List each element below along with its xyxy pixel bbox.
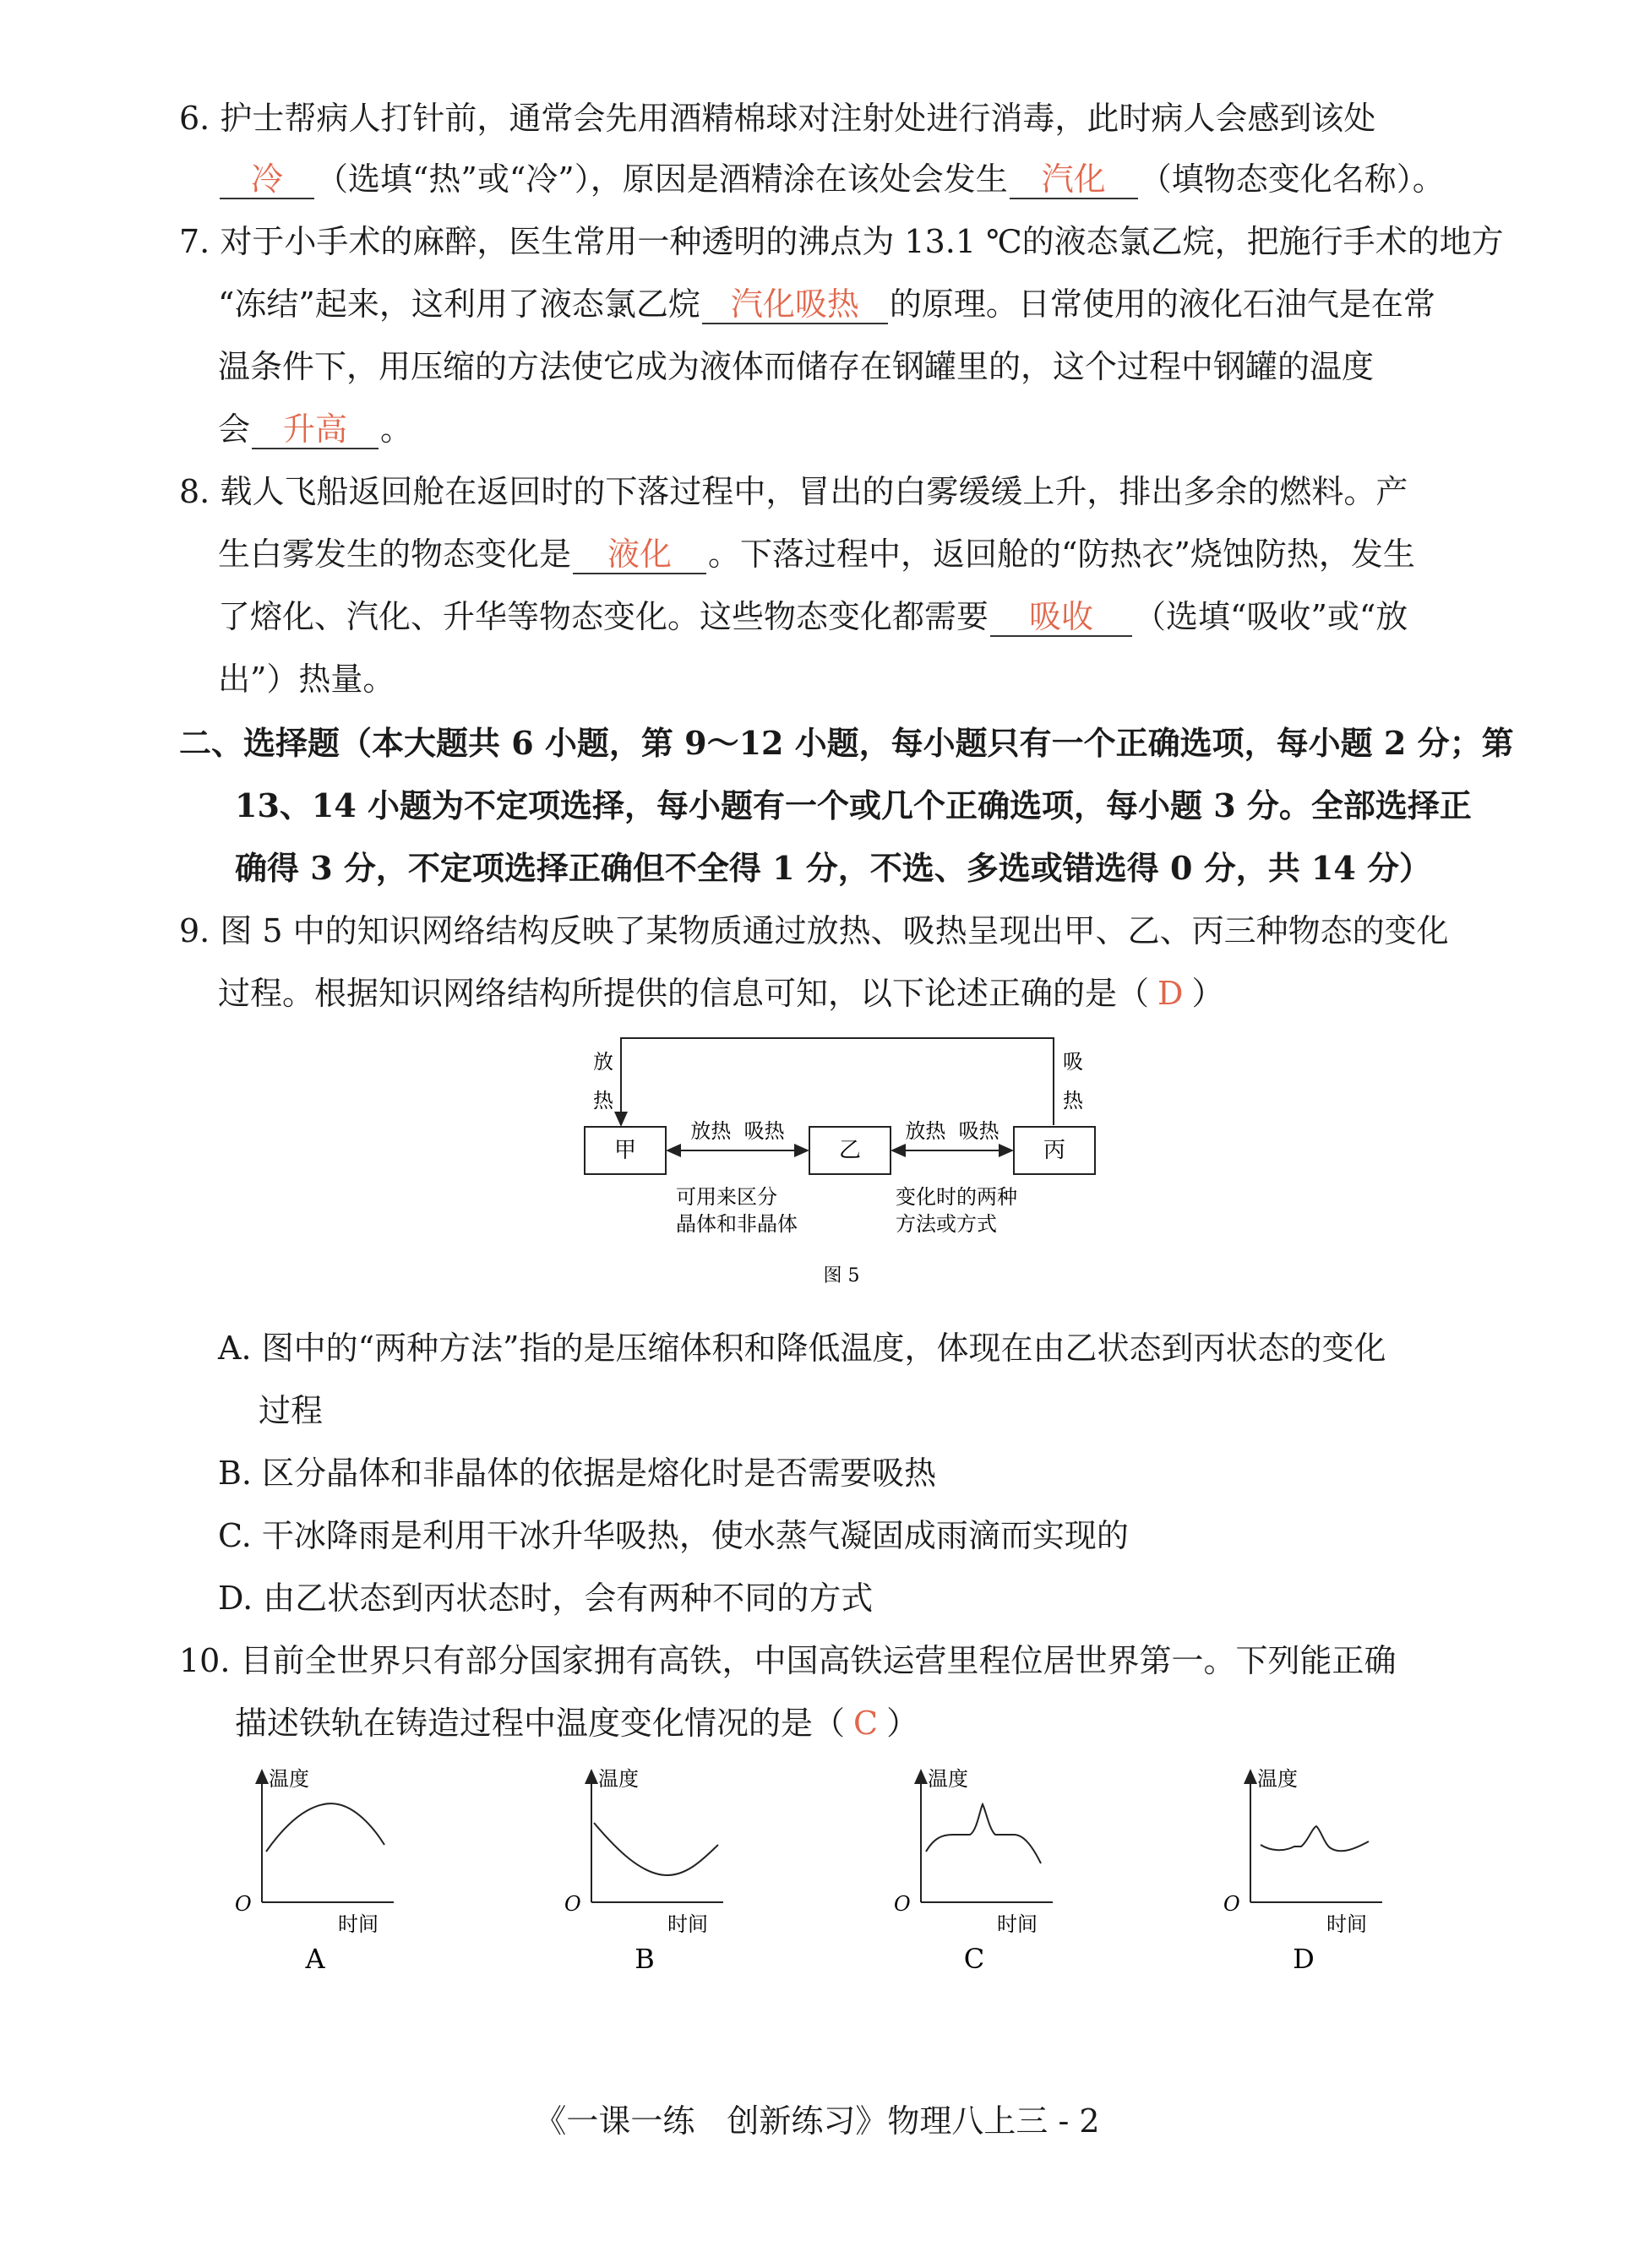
box-jia-label: 甲 (613, 1138, 637, 1163)
q6-text-end: （填物态变化名称）。 (1139, 160, 1445, 198)
q10-graphs (228, 1757, 1411, 1985)
q6-answer1: 冷 (220, 160, 314, 199)
arrow2-labels: 放热 吸热 (905, 1119, 999, 1143)
q8-line1: 8. 载人飞船返回舱在返回时的下落过程中，冒出的白雾缓缓上升，排出多余的燃料。产 (179, 473, 1408, 510)
q7-line4 (218, 409, 412, 449)
q9-option-a-line2: 过程 (259, 1392, 324, 1429)
q10-line1: 10. 目前全世界只有部分国家拥有高铁，中国高铁运营里程位居世界第一。下列能正确 (179, 1642, 1397, 1679)
graph-d-ylabel: 温度 (1257, 1767, 1298, 1791)
q7-line3: 温条件下，用压缩的方法使它成为液体而储存在钢罐里的，这个过程中钢罐的温度 (218, 348, 1375, 385)
note2-line2: 方法或方式 (896, 1212, 997, 1236)
q6-text-mid: （选填“热”或“冷”），原因是酒精涂在该处会发生 (316, 160, 1008, 198)
graph-b-origin: O (564, 1892, 581, 1916)
q7-answer2: 升高 (252, 411, 379, 449)
loop-arrow (621, 1038, 1054, 1125)
note1-line2: 晶体和非晶体 (676, 1212, 798, 1236)
q8-text-end3: （选填“吸收”或“放 (1134, 598, 1408, 635)
q7-text-end2: 。 (380, 411, 413, 448)
q8-text-start3: 了熔化、汽化、升华等物态变化。这些物态变化都需要 (218, 598, 989, 635)
graph-b-label: B (635, 1943, 655, 1975)
graph-a-ylabel: 温度 (269, 1767, 309, 1791)
q7-line2 (218, 284, 1435, 324)
right-side-label-2: 热 (1063, 1089, 1083, 1112)
q7-text-end: 的原理。日常使用的液化石油气是在常 (889, 286, 1435, 323)
q9-line1: 9. 图 5 中的知识网络结构反映了某物质通过放热、吸热呈现出甲、乙、丙三种物态的变化 (179, 912, 1449, 949)
graph-d-label: D (1293, 1943, 1315, 1975)
q6-answer2: 汽化 (1010, 160, 1138, 199)
arrow1-labels: 放热 吸热 (690, 1119, 785, 1143)
note1-line1: 可用来区分 (676, 1185, 777, 1209)
box-bing-label: 丙 (1043, 1138, 1066, 1163)
q8-answer1: 液化 (573, 536, 706, 574)
q9-text-end: ） (1191, 975, 1224, 1012)
q8-text-end: 。下落过程中，返回舱的“防热衣”烧蚀防热，发生 (708, 536, 1415, 573)
q7-answer1: 汽化吸热 (702, 286, 888, 324)
box-yi-label: 乙 (838, 1138, 862, 1163)
graph-a-xlabel: 时间 (338, 1912, 379, 1936)
q8-text-start: 生白雾发生的物态变化是 (218, 536, 572, 573)
graph-c-xlabel: 时间 (997, 1912, 1038, 1936)
q10-text-end: ） (886, 1705, 919, 1742)
q10-text-start: 描述铁轨在铸造过程中温度变化情况的是（ (235, 1705, 846, 1742)
graph-a-label: A (305, 1943, 325, 1975)
q9-line2 (218, 973, 1224, 1014)
section2-line3: 确得 3 分，不定项选择正确但不全得 1 分，不选、多选或错选得 0 分，共 14 分） (235, 849, 1432, 887)
graph-a-origin: O (235, 1892, 252, 1916)
left-side-label-1: 放 (593, 1050, 613, 1074)
right-side-label-1: 吸 (1063, 1050, 1083, 1074)
section2-line1: 二、选择题（本大题共 6 小题，第 9～12 小题，每小题只有一个正确选项，每小题 2 分；第 (179, 724, 1514, 762)
graph-c-curve (926, 1804, 1041, 1863)
page-footer: 《一课一练 创新练习》物理八上三 - 2 (534, 2102, 1100, 2140)
q9-option-d: D. 由乙状态到丙状态时，会有两种不同的方式 (218, 1580, 874, 1617)
graph-a (235, 1767, 394, 1975)
graph-b (564, 1767, 723, 1975)
left-side-label-2: 热 (593, 1089, 613, 1112)
q7-text-start: “冻结”起来，这利用了液态氯乙烷 (218, 286, 700, 323)
figure-5-diagram (575, 1026, 1115, 1297)
graph-d-origin: O (1223, 1892, 1240, 1916)
q9-option-a-line1: A. 图中的“两种方法”指的是压缩体积和降低温度，体现在由乙状态到丙状态的变化 (218, 1330, 1386, 1367)
q6-line1: 6. 护士帮病人打针前，通常会先用酒精棉球对注射处进行消毒，此时病人会感到该处 (179, 100, 1376, 137)
graph-d-curve (1261, 1826, 1369, 1851)
graph-b-curve (594, 1823, 718, 1875)
graph-d (1223, 1767, 1382, 1975)
q9-answer: D (1157, 975, 1184, 1012)
graph-b-xlabel: 时间 (667, 1912, 708, 1936)
graph-c-ylabel: 温度 (928, 1767, 968, 1791)
figure-caption: 图 5 (823, 1265, 860, 1286)
q7-text-start2: 会 (218, 411, 251, 448)
q7-line1: 7. 对于小手术的麻醉，医生常用一种透明的沸点为 13.1 ℃的液态氯乙烷，把施行手术的地方 (179, 223, 1504, 260)
q6-line2 (218, 159, 1445, 199)
graph-a-curve (266, 1803, 384, 1852)
section2-line2: 13、14 小题为不定项选择，每小题有一个或几个正确选项，每小题 3 分。全部选择正 (235, 786, 1472, 824)
q10-answer: C (853, 1705, 879, 1742)
graph-c (894, 1767, 1053, 1975)
graph-d-xlabel: 时间 (1326, 1912, 1367, 1936)
q8-line3 (218, 596, 1408, 637)
graph-c-origin: O (894, 1892, 911, 1916)
q10-line2 (235, 1703, 918, 1743)
note2-line1: 变化时的两种 (896, 1185, 1017, 1209)
q8-answer2: 吸收 (990, 598, 1132, 637)
q9-option-b: B. 区分晶体和非晶体的依据是熔化时是否需要吸热 (218, 1455, 937, 1492)
q9-text-start: 过程。根据知识网络结构所提供的信息可知，以下论述正确的是（ (218, 975, 1150, 1012)
q9-option-c: C. 干冰降雨是利用干冰升华吸热，使水蒸气凝固成雨滴而实现的 (218, 1517, 1129, 1554)
graph-b-ylabel: 温度 (598, 1767, 639, 1791)
q8-line4: 出”）热量。 (218, 661, 395, 698)
q8-line2 (218, 534, 1415, 574)
graph-c-label: C (963, 1943, 985, 1975)
